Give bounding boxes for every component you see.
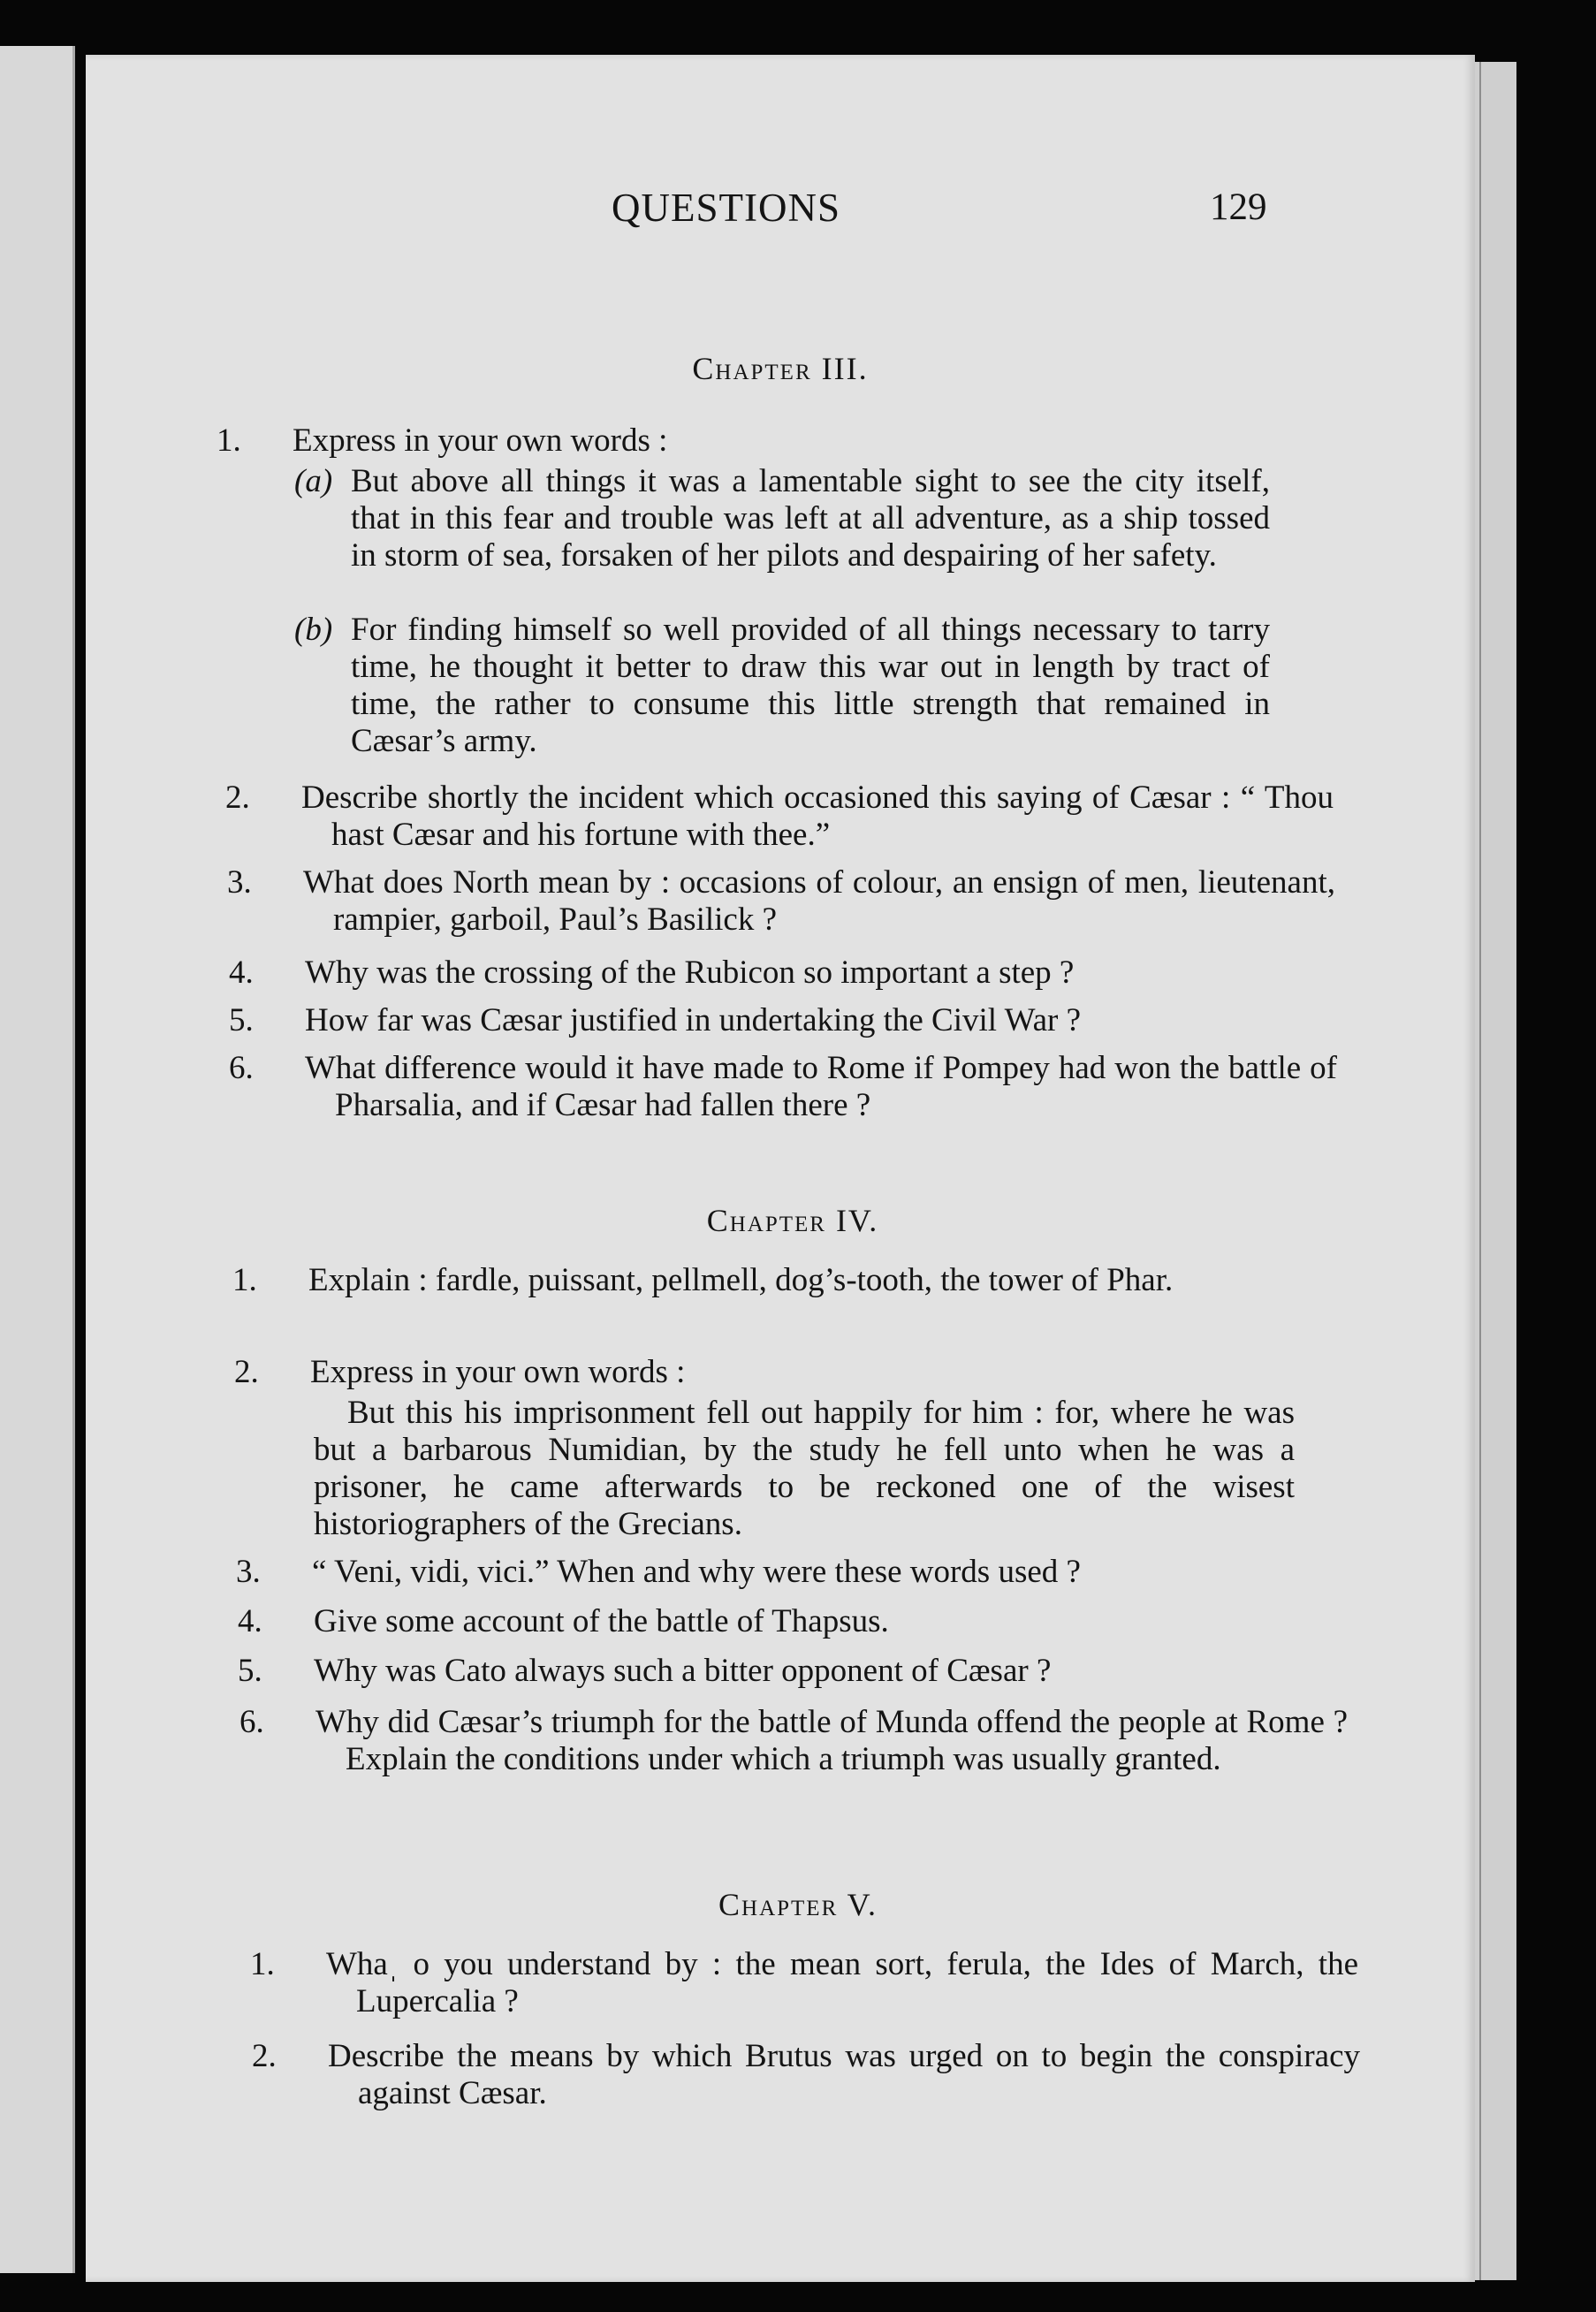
- question-number: 3.: [236, 1554, 261, 1590]
- chapter-iii-heading: Chapter III.: [692, 351, 869, 386]
- question-number: 4.: [229, 954, 254, 991]
- subquestion-text: But above all things it was a lamentable sight to see the city itself, that in this fear and trouble was left at all adventure, as a ship tossed in storm of sea, forsaken of her pilots and despairing of her safety.: [351, 463, 1270, 574]
- question-number: 2.: [252, 2038, 277, 2074]
- question-text: Why was the crossing of the Rubicon so important a step ?: [305, 954, 1075, 991]
- question-text: Whaˌ o you understand by : the mean sort, ferula, the Ides of March, the Lupercalia ?: [326, 1946, 1358, 2019]
- question-number: 1.: [250, 1946, 275, 1982]
- question-number: 6.: [239, 1704, 264, 1740]
- question-number: 5.: [238, 1653, 262, 1689]
- chapter-iv-quote: But this his imprisonment fell out happily for him : for, where he was but a barbarous Numidian, by the study he fell unto when he was a prisoner, he came afterwards to be reckoned one of the wisest historiographers of the Grecians.: [314, 1395, 1295, 1542]
- question-text: What difference would it have made to Rome if Pompey had won the battle of Pharsalia, and if Cæsar had fallen there ?: [305, 1050, 1337, 1123]
- question-text: “ Veni, vidi, vici.” When and why were these words used ?: [312, 1554, 1081, 1590]
- question-number: 4.: [238, 1603, 262, 1639]
- subquestion-label: (a): [294, 463, 333, 499]
- question-text: Describe shortly the incident which occasioned this saying of Cæsar : “ Thou hast Cæsar and his fortune with thee.”: [301, 780, 1334, 853]
- question-text: Why was Cato always such a bitter opponent of Cæsar ?: [314, 1653, 1052, 1689]
- question-text: Give some account of the battle of Thapsus.: [314, 1603, 889, 1639]
- question-number: 5.: [229, 1002, 254, 1038]
- question-text: Explain : fardle, puissant, pellmell, dog’s-tooth, the tower of Phar.: [308, 1262, 1174, 1298]
- subquestion-label: (b): [294, 612, 333, 648]
- book-page: [86, 55, 1475, 2282]
- question-number: 2.: [225, 780, 250, 816]
- question-number: 2.: [234, 1354, 259, 1390]
- facing-page-edge: [0, 46, 75, 2273]
- question-text: What does North mean by : occasions of colour, an ensign of men, lieutenant, rampier, garboil, Paul’s Basilick ?: [303, 864, 1335, 938]
- question-number: 1.: [232, 1262, 257, 1298]
- question-number: 1.: [217, 422, 241, 459]
- question-text: How far was Cæsar justified in undertaking the Civil War ?: [305, 1002, 1081, 1038]
- chapter-v-heading: Chapter V.: [718, 1887, 878, 1922]
- page-stack-edge: [1469, 62, 1516, 2280]
- question-text: Express in your own words :: [310, 1354, 686, 1390]
- subquestion-text: For finding himself so well provided of all things necessary to tarry time, he thought it better to draw this war out in length by tract of time, the rather to consume this little strength that remained in Cæsar’s army.: [351, 612, 1270, 759]
- question-number: 6.: [229, 1050, 254, 1086]
- question-text: Describe the means by which Brutus was urged on to begin the conspiracy against Cæsar.: [328, 2038, 1360, 2111]
- question-text: Why did Cæsar’s triumph for the battle of Munda offend the people at Rome ? Explain the conditions under which a triumph was usually granted.: [315, 1704, 1348, 1777]
- question-number: 3.: [227, 864, 252, 901]
- question-text: Express in your own words :: [293, 422, 668, 459]
- running-head: QUESTIONS: [612, 186, 841, 230]
- page-number: 129: [1210, 186, 1267, 228]
- chapter-iv-heading: Chapter IV.: [706, 1203, 879, 1238]
